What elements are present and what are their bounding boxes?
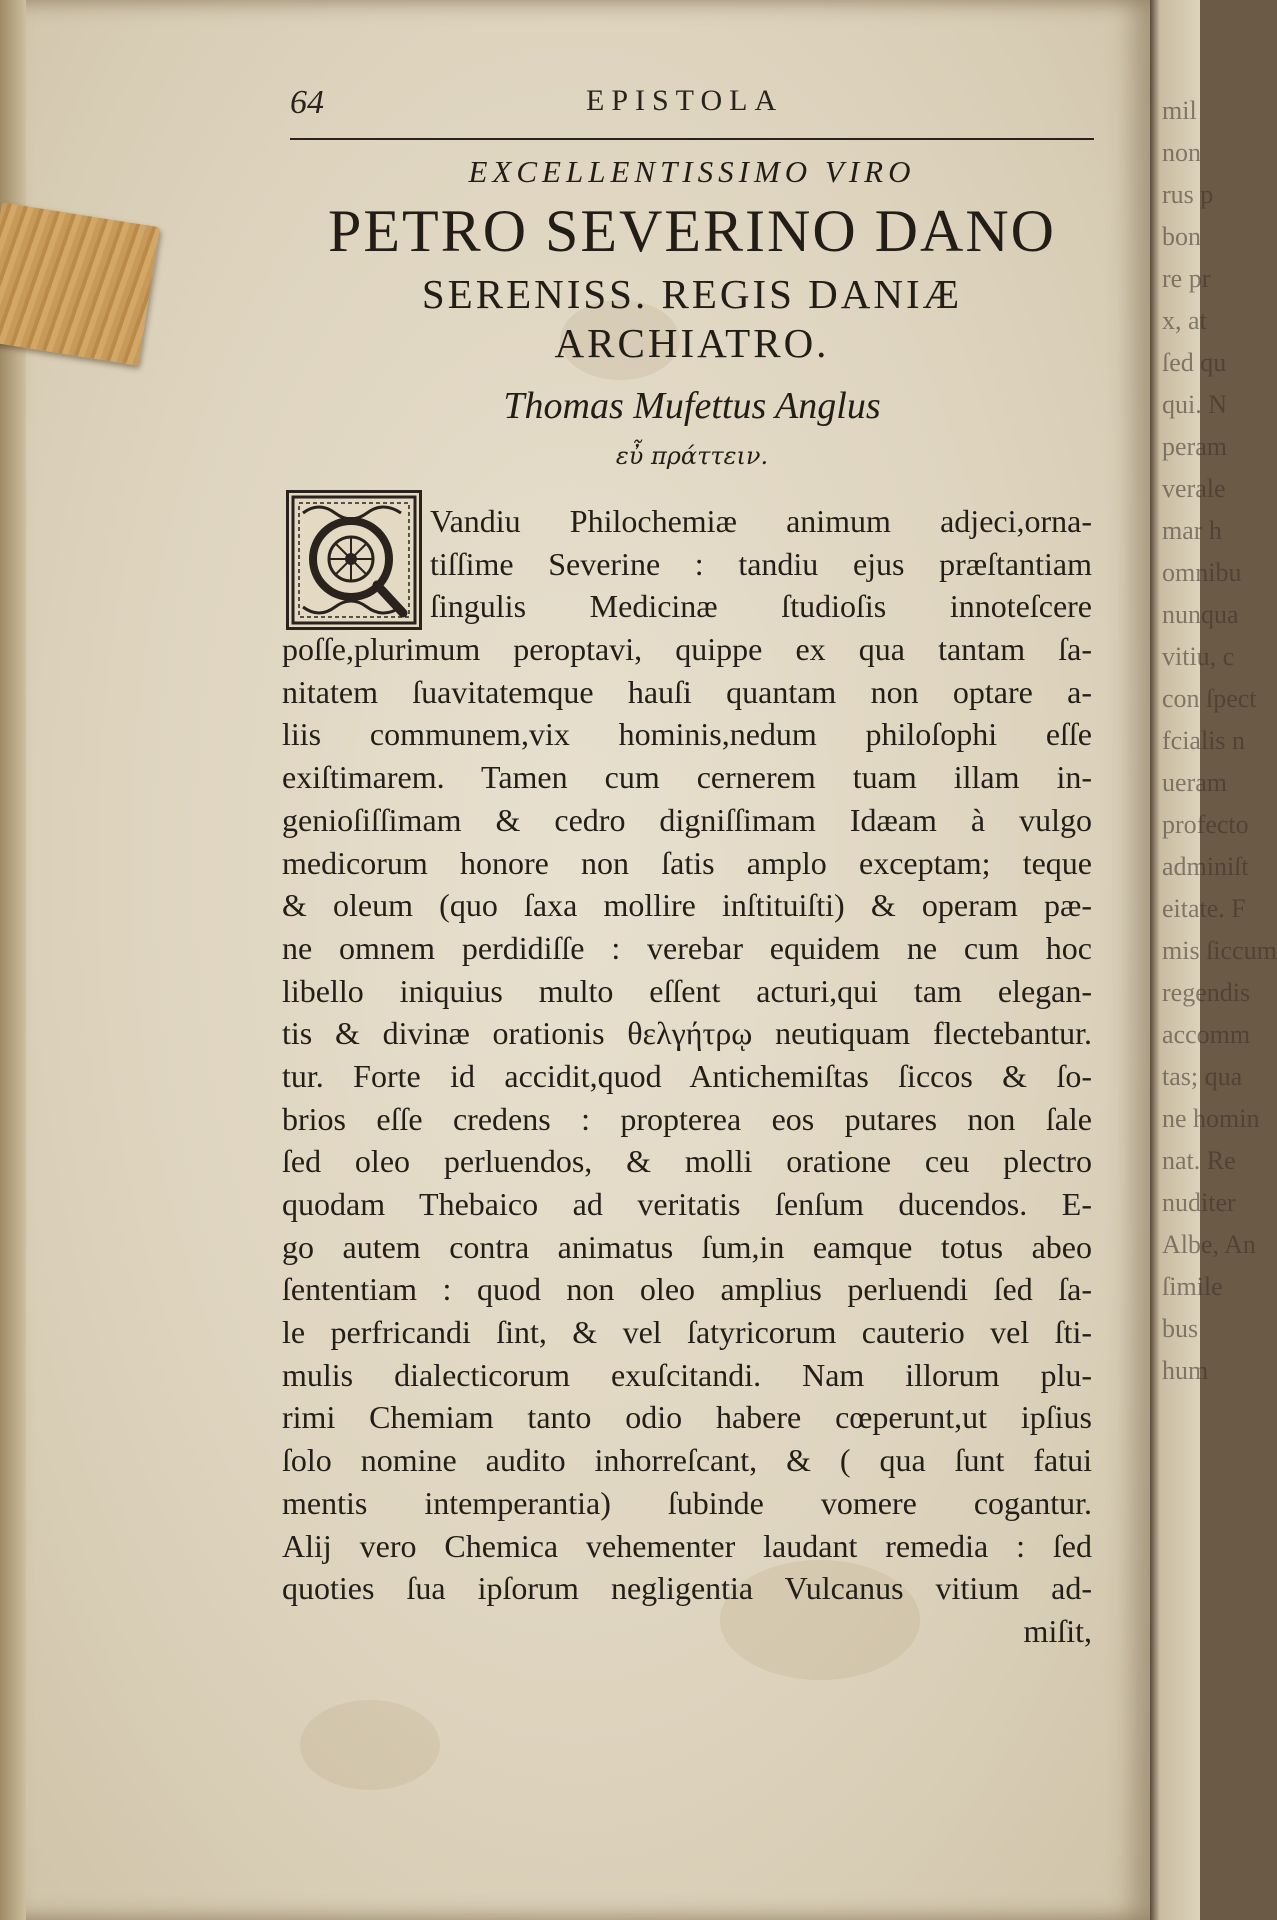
dedication-line-1: EXCELLENTISSIMO VIRO <box>468 154 916 189</box>
body-line: & oleum (quo ſaxa mollire inſtituiſti) & operam pæ- <box>282 887 1092 924</box>
body-line: ſed oleo perluendos, & molli oratione ceu plectro <box>282 1143 1092 1180</box>
body-line: go autem contra animatus ſum,in eamque totus abeo <box>282 1228 1092 1265</box>
dedication-line-4: ARCHIATRO. <box>554 320 830 366</box>
body-line: poſſe,plurimum peroptavi, quippe ex qua tantam ſa- <box>282 631 1092 668</box>
body-line: ſingulis Medicinæ ſtudioſis innoteſcere <box>430 588 1092 625</box>
body-line: tis & divinæ orationis θελγήτρῳ neutiquam flectebantur. <box>282 1015 1092 1052</box>
running-head-title: EPISTOLA <box>586 84 784 117</box>
body-line: genioſiſſimam & cedro digniſſimam Idæam à vulgo <box>282 801 1092 838</box>
body-line: ne omnem perdidiſſe : verebar equidem ne cum hoc <box>282 929 1092 966</box>
body-line: le perfricandi ſint, & vel ſatyricorum cauterio vel ſti- <box>282 1314 1092 1351</box>
body-line: nitatem ſuavitatemque hauſi quantam non optare a- <box>282 673 1092 710</box>
body-line: tur. Forte id accidit,quod Antichemiſtas ſiccos & ſo- <box>282 1057 1092 1094</box>
body-line: Alij vero Chemica vehementer laudant remedia : ſed <box>282 1527 1092 1564</box>
greek-motto: εὖ πράττειν. <box>615 442 769 470</box>
adjacent-page-edge <box>1150 0 1277 1920</box>
author-line: Thomas Mufettus Anglus <box>503 385 881 427</box>
body-line: exiſtimarem. Tamen cum cernerem tuam illam in- <box>282 759 1092 796</box>
body-line: liis communem,vix hominis,nedum philoſophi eſſe <box>282 716 1092 753</box>
body-line: mulis dialecticorum exuſcitandi. Nam illorum plu- <box>282 1356 1092 1393</box>
body-line: miſit, <box>1023 1612 1092 1649</box>
adjacent-page-fragments: mil non rus p bon re pr x, at ſed qu qui. N peram verale mar h omnibu nunqua vitiu, c con ſpect fcialis n ueram profecto adminiſt eitate. F mis ſiccum regendis accomm tas; qua ne homin nat. Re nuditer Albe, An ſimile bus hum <box>1162 96 1277 1385</box>
paper-stain <box>300 1700 440 1790</box>
body-line: Vandiu Philochemiæ animum adjeci,orna- <box>430 503 1092 539</box>
body-line: brios eſſe credens : propterea eos putares non ſale <box>282 1100 1092 1137</box>
body-line: tiſſime Severine : tandiu ejus præſtantiam <box>430 545 1092 582</box>
body-line: medicorum honore non ſatis amplo exceptam; teque <box>282 844 1092 881</box>
dedication-block <box>280 150 1104 476</box>
body-line: quodam Thebaico ad veritatis ſenſum ducendos. E- <box>282 1186 1092 1222</box>
body-line: quoties ſua ipſorum negligentia Vulcanus vitium ad- <box>282 1570 1092 1607</box>
body-line: libello iniquius multo eſſent acturi,qui tam elegan- <box>282 972 1092 1009</box>
running-header <box>290 78 1094 140</box>
body-line: mentis intemperantia) ſubinde vomere cogantur. <box>282 1484 1092 1521</box>
dedication-line-3: SERENISS. REGIS DANIÆ <box>421 271 963 317</box>
body-line: ſententiam : quod non oleo amplius perluendi ſed ſa- <box>282 1271 1092 1308</box>
page-number: 64 <box>290 84 324 121</box>
paper-bookmark <box>0 202 160 365</box>
body-line: rimi Chemiam tanto odio habere cœperunt,ut ipſius <box>282 1399 1092 1436</box>
dedication-line-2: PETRO SEVERINO DANO <box>328 198 1056 264</box>
body-line: ſolo nomine audito inhorreſcant, & ( qua ſunt fatui <box>282 1442 1092 1479</box>
body-text <box>282 500 1092 1653</box>
